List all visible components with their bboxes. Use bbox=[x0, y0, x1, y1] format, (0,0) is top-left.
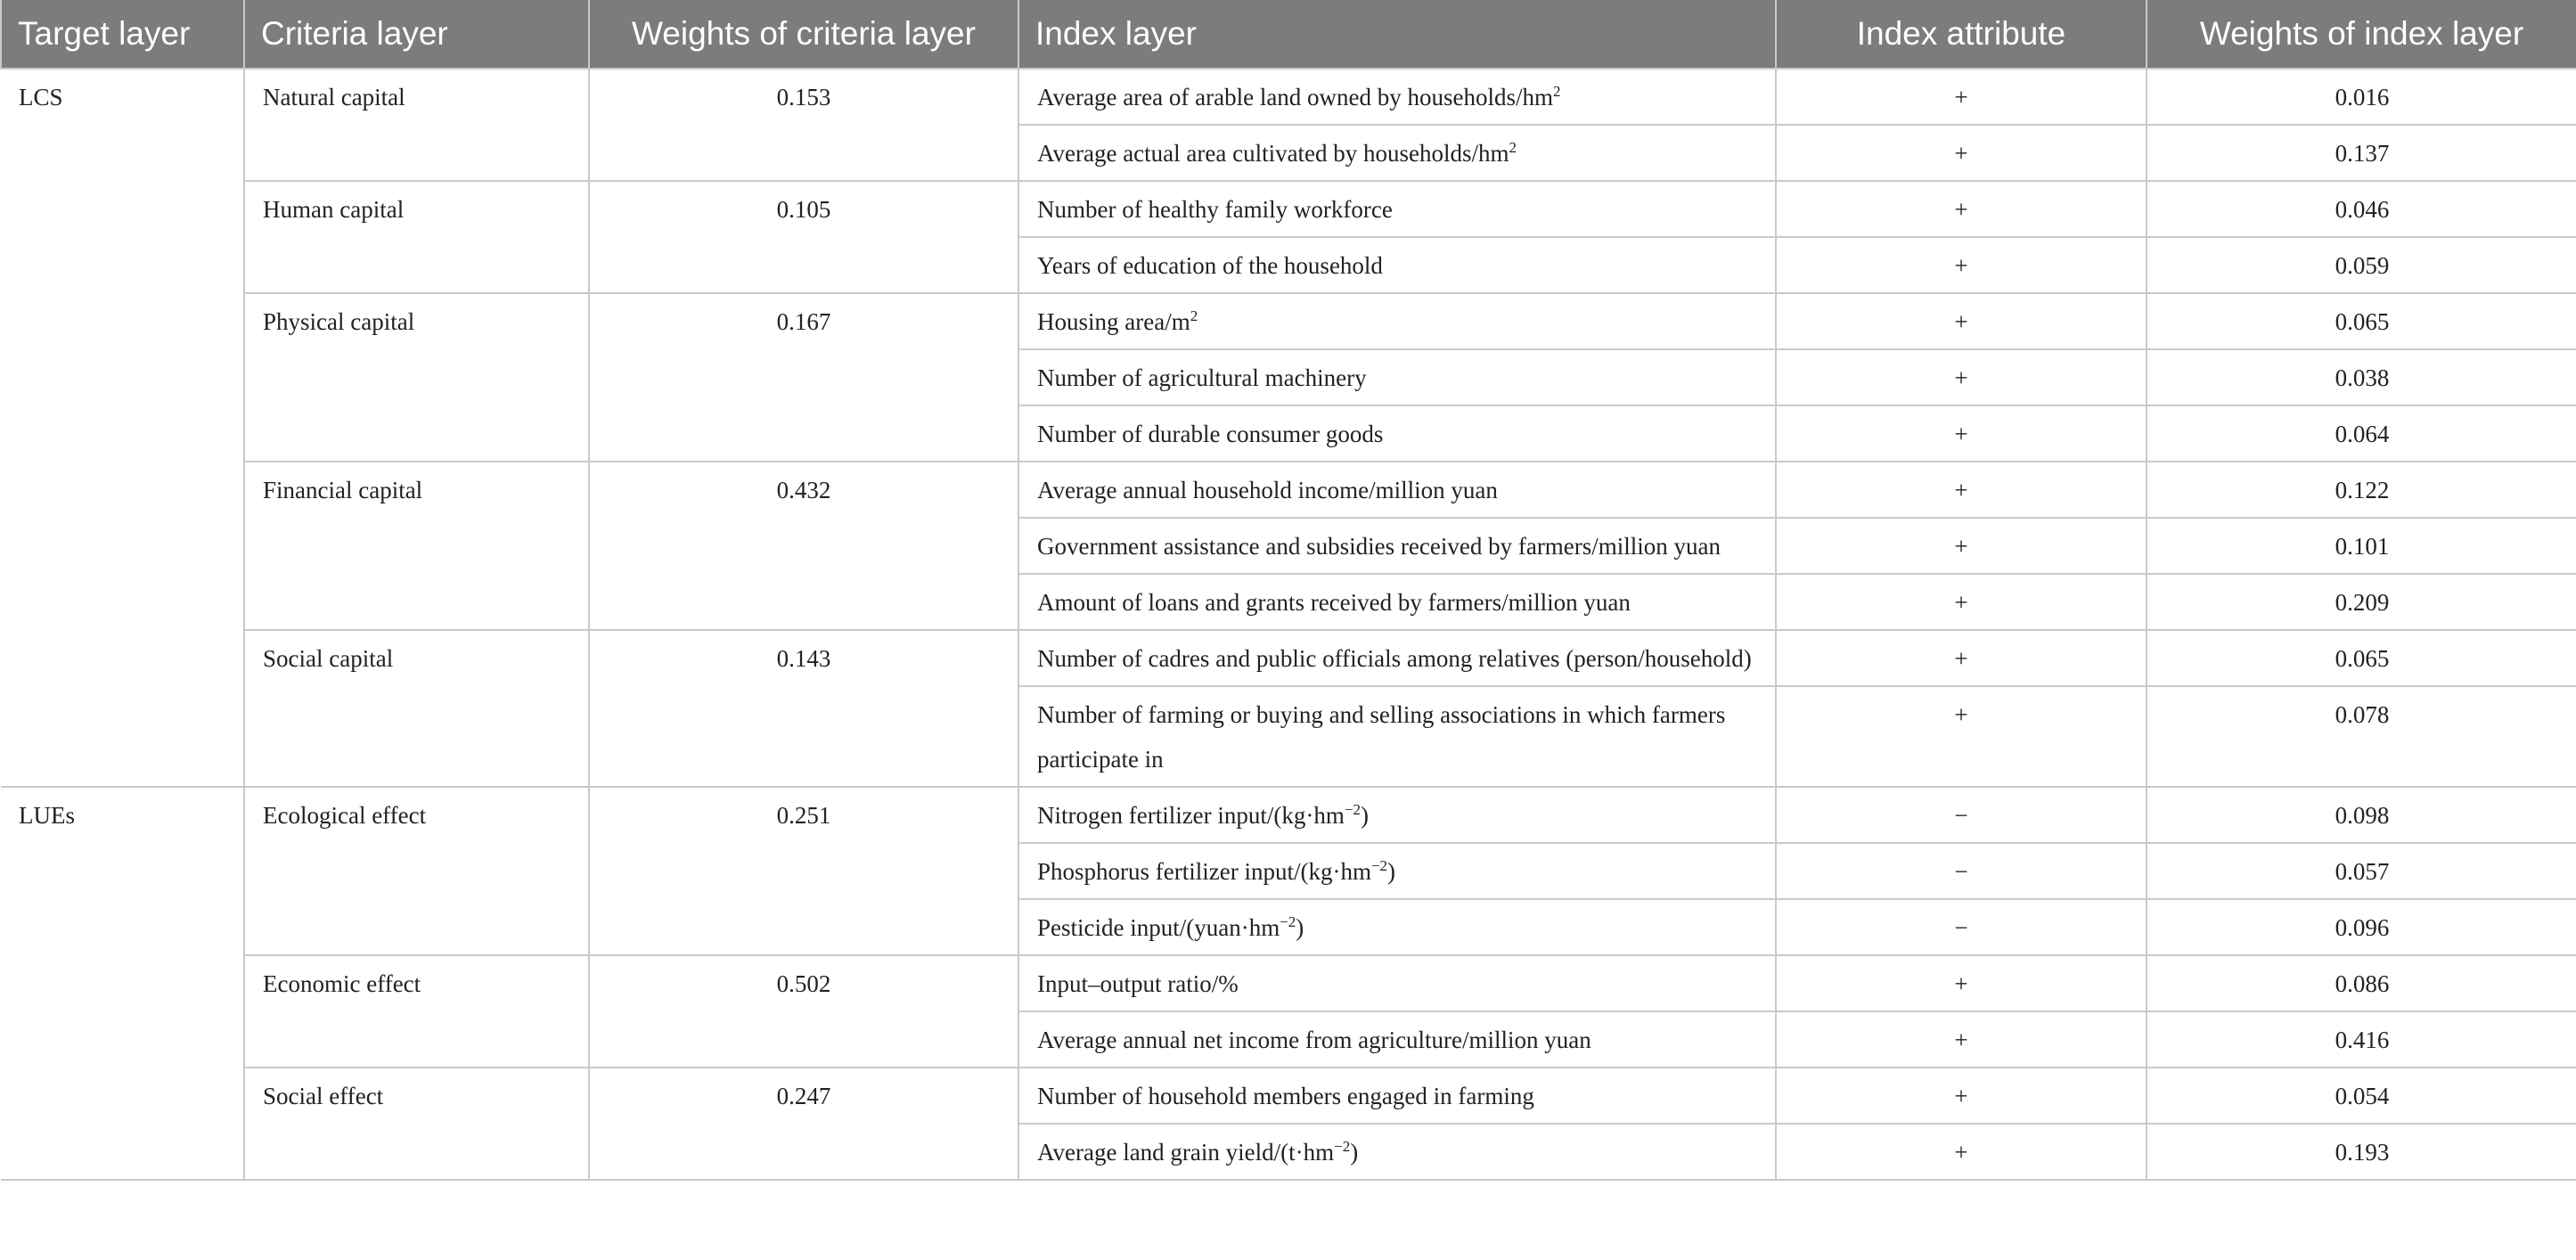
index-text-tail: ) bbox=[1296, 914, 1304, 941]
criteria-weight-cell: 0.153 bbox=[589, 69, 1018, 181]
header-target-layer: Target layer bbox=[1, 0, 244, 69]
unit-superscript: −2 bbox=[1280, 913, 1296, 930]
unit-superscript: −2 bbox=[1344, 801, 1361, 818]
unit-superscript: −2 bbox=[1334, 1138, 1351, 1155]
index-weight-cell: 0.137 bbox=[2147, 125, 2576, 181]
table-row bbox=[1, 462, 2576, 518]
index-weight-cell: 0.122 bbox=[2147, 462, 2576, 518]
criteria-layer-cell: Social effect bbox=[244, 1068, 589, 1180]
criteria-weight-cell: 0.432 bbox=[589, 462, 1018, 630]
index-weight-cell: 0.016 bbox=[2147, 69, 2576, 125]
index-weight-cell: 0.059 bbox=[2147, 237, 2576, 293]
index-weight-cell: 0.065 bbox=[2147, 293, 2576, 349]
header-weights-of-criteria-layer: Weights of criteria layer bbox=[589, 0, 1018, 69]
index-layer-cell: Amount of loans and grants received by farmers/million yuan bbox=[1018, 574, 1776, 630]
criteria-weight-cell: 0.143 bbox=[589, 630, 1018, 787]
index-layer-cell: Number of agricultural machinery bbox=[1018, 349, 1776, 405]
criteria-weight-cell: 0.502 bbox=[589, 955, 1018, 1068]
index-layer-cell: Input–output ratio/% bbox=[1018, 955, 1776, 1011]
criteria-weight-cell: 0.167 bbox=[589, 293, 1018, 462]
index-text: Average actual area cultivated by households/hm bbox=[1037, 140, 1509, 167]
target-layer-cell: LUEs bbox=[1, 787, 244, 1180]
index-layer-cell bbox=[1018, 899, 1776, 955]
index-weight-cell: 0.078 bbox=[2147, 686, 2576, 787]
index-attribute-cell: + bbox=[1776, 574, 2147, 630]
table-row bbox=[1, 69, 2576, 125]
criteria-weight-cell: 0.105 bbox=[589, 181, 1018, 293]
criteria-weight-cell: 0.247 bbox=[589, 1068, 1018, 1180]
table-row bbox=[1, 181, 2576, 237]
index-weight-cell: 0.098 bbox=[2147, 787, 2576, 843]
index-weight-cell: 0.038 bbox=[2147, 349, 2576, 405]
header-criteria-layer: Criteria layer bbox=[244, 0, 589, 69]
index-weight-cell: 0.046 bbox=[2147, 181, 2576, 237]
table-row bbox=[1, 293, 2576, 349]
header-weights-of-index-layer: Weights of index layer bbox=[2147, 0, 2576, 69]
index-text-tail: ) bbox=[1350, 1139, 1359, 1166]
index-attribute-cell: + bbox=[1776, 237, 2147, 293]
index-text: Housing area/m bbox=[1037, 308, 1190, 335]
index-layer-cell bbox=[1018, 69, 1776, 125]
header-row bbox=[1, 0, 2576, 69]
index-text: Average area of arable land owned by households/hm bbox=[1037, 84, 1554, 110]
index-text-tail: ) bbox=[1387, 858, 1396, 885]
index-weight-cell: 0.054 bbox=[2147, 1068, 2576, 1124]
index-attribute-cell: + bbox=[1776, 125, 2147, 181]
table-row bbox=[1, 630, 2576, 686]
index-attribute-cell: + bbox=[1776, 1068, 2147, 1124]
header-index-layer: Index layer bbox=[1018, 0, 1776, 69]
index-weight-cell: 0.096 bbox=[2147, 899, 2576, 955]
index-layer-cell: Government assistance and subsidies received by farmers/million yuan bbox=[1018, 518, 1776, 574]
criteria-layer-cell: Human capital bbox=[244, 181, 589, 293]
index-weight-cell: 0.086 bbox=[2147, 955, 2576, 1011]
index-layer-cell: Average annual household income/million yuan bbox=[1018, 462, 1776, 518]
index-attribute-cell: + bbox=[1776, 462, 2147, 518]
index-attribute-cell: + bbox=[1776, 349, 2147, 405]
target-layer-cell: LCS bbox=[1, 69, 244, 787]
index-layer-cell bbox=[1018, 787, 1776, 843]
index-attribute-cell: + bbox=[1776, 955, 2147, 1011]
criteria-weight-cell: 0.251 bbox=[589, 787, 1018, 955]
index-text: Nitrogen fertilizer input/(kg·hm bbox=[1037, 802, 1345, 829]
unit-superscript: 2 bbox=[1190, 307, 1198, 324]
index-layer-cell: Number of healthy family workforce bbox=[1018, 181, 1776, 237]
index-layer-cell bbox=[1018, 293, 1776, 349]
unit-superscript: 2 bbox=[1509, 139, 1517, 156]
index-weight-cell: 0.064 bbox=[2147, 405, 2576, 462]
index-weight-cell: 0.065 bbox=[2147, 630, 2576, 686]
index-weight-cell: 0.209 bbox=[2147, 574, 2576, 630]
table-row bbox=[1, 787, 2576, 843]
header-index-attribute: Index attribute bbox=[1776, 0, 2147, 69]
index-layer-cell: Number of household members engaged in farming bbox=[1018, 1068, 1776, 1124]
index-attribute-cell: + bbox=[1776, 1011, 2147, 1068]
index-attribute-cell: + bbox=[1776, 686, 2147, 787]
index-text: Average land grain yield/(t·hm bbox=[1037, 1139, 1335, 1166]
index-weight-cell: 0.416 bbox=[2147, 1011, 2576, 1068]
criteria-layer-cell: Economic effect bbox=[244, 955, 589, 1068]
unit-superscript: 2 bbox=[1553, 83, 1561, 100]
index-layer-cell: Number of durable consumer goods bbox=[1018, 405, 1776, 462]
index-attribute-cell: + bbox=[1776, 518, 2147, 574]
criteria-layer-cell: Physical capital bbox=[244, 293, 589, 462]
index-text: Phosphorus fertilizer input/(kg·hm bbox=[1037, 858, 1371, 885]
index-attribute-cell: − bbox=[1776, 787, 2147, 843]
index-layer-cell bbox=[1018, 1124, 1776, 1180]
table-row bbox=[1, 1068, 2576, 1124]
table-row bbox=[1, 955, 2576, 1011]
index-weight-cell: 0.193 bbox=[2147, 1124, 2576, 1180]
index-text: Pesticide input/(yuan·hm bbox=[1037, 914, 1280, 941]
criteria-layer-cell: Financial capital bbox=[244, 462, 589, 630]
index-attribute-cell: + bbox=[1776, 1124, 2147, 1180]
index-attribute-cell: + bbox=[1776, 181, 2147, 237]
criteria-layer-cell: Ecological effect bbox=[244, 787, 589, 955]
index-layer-cell: Number of cadres and public officials among relatives (person/household) bbox=[1018, 630, 1776, 686]
index-attribute-cell: + bbox=[1776, 405, 2147, 462]
criteria-layer-cell: Natural capital bbox=[244, 69, 589, 181]
index-attribute-cell: + bbox=[1776, 69, 2147, 125]
index-layer-cell: Average annual net income from agriculture/million yuan bbox=[1018, 1011, 1776, 1068]
index-layer-cell: Number of farming or buying and selling associations in which farmers participate in bbox=[1018, 686, 1776, 787]
index-weight-cell: 0.057 bbox=[2147, 843, 2576, 899]
index-layer-cell bbox=[1018, 125, 1776, 181]
index-attribute-cell: + bbox=[1776, 630, 2147, 686]
index-attribute-cell: − bbox=[1776, 843, 2147, 899]
index-attribute-cell: − bbox=[1776, 899, 2147, 955]
criteria-layer-cell: Social capital bbox=[244, 630, 589, 787]
index-layer-cell: Years of education of the household bbox=[1018, 237, 1776, 293]
index-weight-cell: 0.101 bbox=[2147, 518, 2576, 574]
index-layer-cell bbox=[1018, 843, 1776, 899]
index-attribute-cell: + bbox=[1776, 293, 2147, 349]
index-text-tail: ) bbox=[1361, 802, 1369, 829]
unit-superscript: −2 bbox=[1370, 857, 1388, 874]
